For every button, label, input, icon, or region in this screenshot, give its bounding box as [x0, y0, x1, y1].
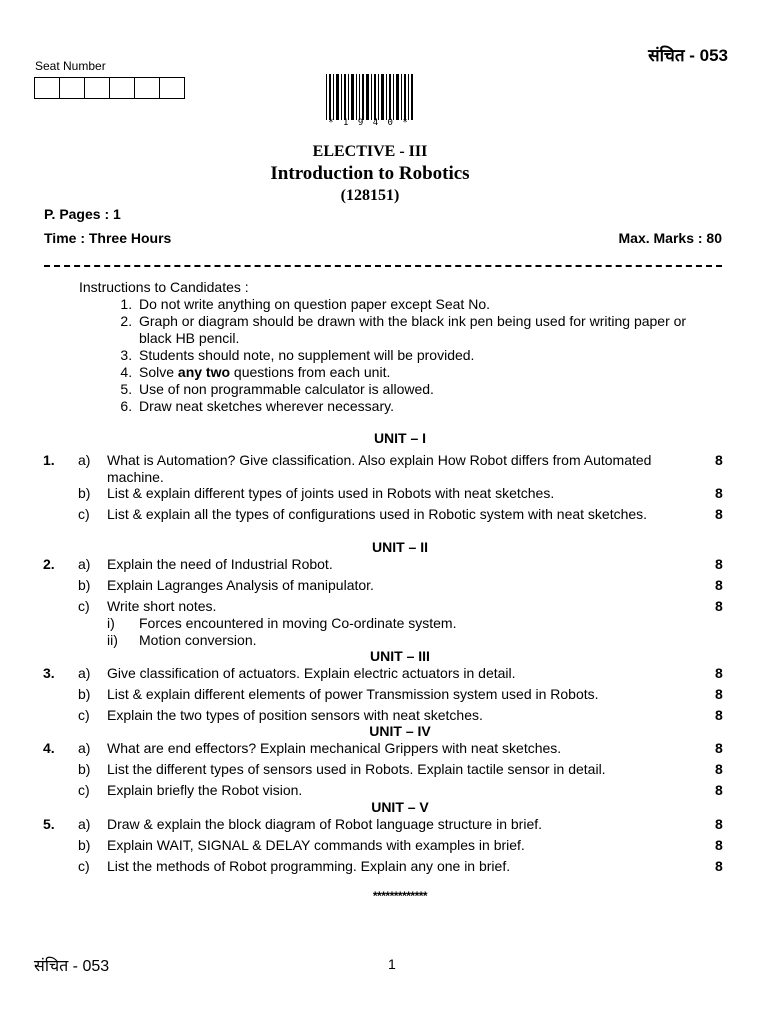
- part-letter: c): [78, 598, 90, 614]
- part-letter: a): [78, 452, 91, 468]
- marks: 8: [715, 740, 723, 756]
- seat-number-boxes: [34, 77, 185, 99]
- question-text: Explain Lagranges Analysis of manipulator.: [107, 577, 374, 593]
- question-text: What are end effectors? Explain mechanical Grippers with neat sketches.: [107, 740, 562, 756]
- course-code: (128151): [340, 187, 400, 204]
- question-number: 2.: [43, 556, 55, 572]
- instructions-heading: Instructions to Candidates :: [79, 279, 249, 295]
- instruction-item: 2. Graph or diagram should be drawn with the black ink pen being used for writing paper or black HB pencil.: [136, 313, 719, 347]
- paper-code-top: संचित - 053: [648, 46, 728, 65]
- part-letter: c): [78, 782, 90, 798]
- part-letter: b): [78, 485, 91, 501]
- marks: 8: [715, 452, 723, 468]
- page-count: P. Pages : 1: [44, 206, 121, 222]
- instruction-item: 5. Use of non programmable calculator is allowed.: [136, 381, 719, 398]
- question-text: Explain the two types of position sensors with neat sketches.: [107, 707, 483, 723]
- sub-item-number: ii): [107, 632, 118, 648]
- page-number: 1: [388, 956, 396, 972]
- unit-heading: UNIT – V: [371, 799, 429, 815]
- marks: 8: [715, 761, 723, 777]
- sub-item-number: i): [107, 615, 115, 631]
- marks: 8: [715, 858, 723, 874]
- subject-title: Introduction to Robotics: [270, 163, 470, 184]
- question-1a: [0, 452, 768, 486]
- question-number: 5.: [43, 816, 55, 832]
- marks: 8: [715, 556, 723, 572]
- question-text: What is Automation? Give classification. Also explain How Robot differs from Automated machine.: [107, 452, 652, 485]
- part-letter: b): [78, 837, 91, 853]
- question-text: Write short notes.: [107, 598, 217, 614]
- part-letter: b): [78, 686, 91, 702]
- instructions: [79, 279, 719, 415]
- part-letter: a): [78, 665, 91, 681]
- instruction-item: 4. Solve any two questions from each unit.: [136, 364, 719, 381]
- question-text: List the methods of Robot programming. Explain any one in brief.: [107, 858, 511, 874]
- marks: 8: [715, 837, 723, 853]
- part-letter: b): [78, 577, 91, 593]
- unit-heading: UNIT – III: [370, 648, 430, 664]
- instruction-item: 3. Students should note, no supplement will be provided.: [136, 347, 719, 364]
- seat-number-label: Seat Number: [35, 59, 106, 73]
- question-text: Explain the need of Industrial Robot.: [107, 556, 333, 572]
- question-number: 3.: [43, 665, 55, 681]
- part-letter: c): [78, 707, 90, 723]
- marks: 8: [715, 782, 723, 798]
- time-allowed: Time : Three Hours: [44, 230, 172, 246]
- marks: 8: [715, 506, 723, 522]
- part-letter: b): [78, 761, 91, 777]
- question-text: List the different types of sensors used in Robots. Explain tactile sensor in detail.: [107, 761, 606, 777]
- unit-heading: UNIT – I: [373, 430, 427, 446]
- marks: 8: [715, 577, 723, 593]
- question-number: 4.: [43, 740, 55, 756]
- elective-label: ELECTIVE - III: [312, 143, 428, 160]
- part-letter: a): [78, 556, 91, 572]
- question-text: Explain WAIT, SIGNAL & DELAY commands with examples in brief.: [107, 837, 525, 853]
- part-letter: a): [78, 740, 91, 756]
- end-of-paper-stars: *************: [372, 889, 428, 903]
- part-letter: a): [78, 816, 91, 832]
- divider: [44, 265, 722, 267]
- marks: 8: [715, 816, 723, 832]
- question-text: List & explain different elements of power Transmission system used in Robots.: [107, 686, 599, 702]
- unit-heading: UNIT – IV: [369, 723, 431, 739]
- unit-heading: UNIT – II: [371, 539, 428, 555]
- instruction-item: 1. Do not write anything on question paper except Seat No.: [136, 296, 719, 313]
- barcode-image: [324, 74, 414, 120]
- paper-code-footer: संचित - 053: [34, 958, 110, 975]
- marks: 8: [715, 485, 723, 501]
- max-marks: Max. Marks : 80: [618, 230, 722, 246]
- instruction-item: 6. Draw neat sketches wherever necessary.: [136, 398, 719, 415]
- question-number: 1.: [43, 452, 55, 468]
- question-text: List & explain different types of joints used in Robots with neat sketches.: [107, 485, 555, 501]
- barcode-number: * 1 9 4 0 *: [328, 118, 410, 128]
- marks: 8: [715, 686, 723, 702]
- question-text: Draw & explain the block diagram of Robot language structure in brief.: [107, 816, 543, 832]
- marks: 8: [715, 665, 723, 681]
- question-text: List & explain all the types of configurations used in Robotic system with neat sketches.: [107, 506, 648, 522]
- part-letter: c): [78, 506, 90, 522]
- marks: 8: [715, 707, 723, 723]
- sub-item-text: Motion conversion.: [139, 632, 257, 648]
- question-text: Explain briefly the Robot vision.: [107, 782, 303, 798]
- sub-item-text: Forces encountered in moving Co-ordinate system.: [139, 615, 457, 631]
- emphasis-text: any two: [177, 364, 231, 380]
- question-text: Give classification of actuators. Explain electric actuators in detail.: [107, 665, 516, 681]
- part-letter: c): [78, 858, 90, 874]
- marks: 8: [715, 598, 723, 614]
